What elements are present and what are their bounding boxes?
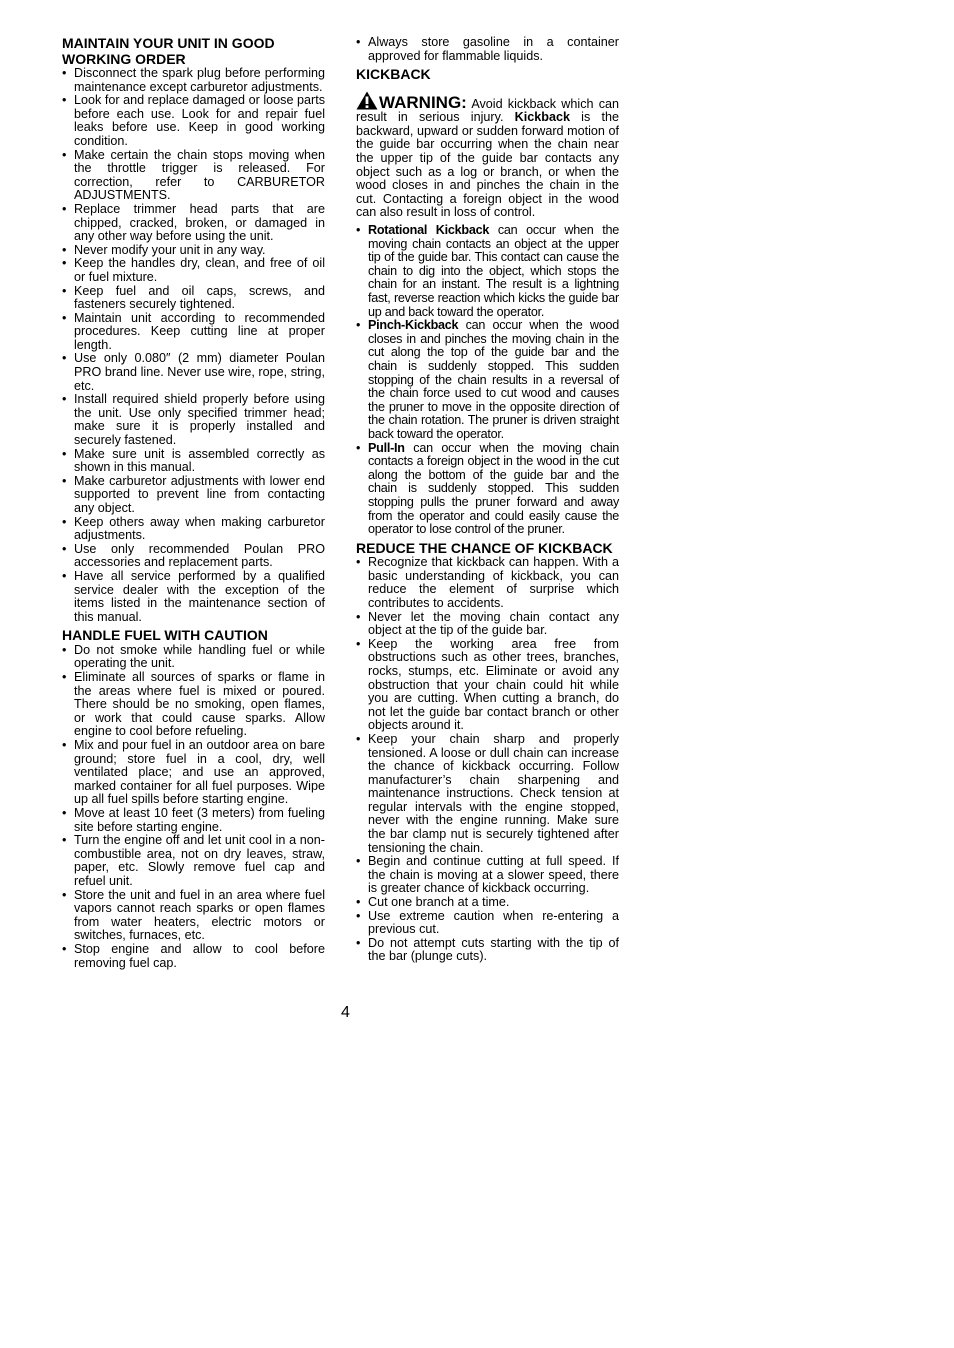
warning-label [356,91,467,112]
list-item: • Keep the working area free from obstructions such as other trees, branches, rocks, stumps, etc. Eliminate or avoid any obstruction that your chain could hit while you are cutting. When cutting a branch, do not let the guide bar contact branch or other objects around it. [356,638,619,733]
maintain-heading: MAINTAIN YOUR UNIT IN GOOD WORKING ORDER [62,35,275,67]
reduce-list [356,556,619,964]
page-number: 4 [341,1004,350,1021]
list-item: • Mix and pour fuel in an outdoor area on bare ground; store fuel in a cool, dry, well ventilated place; and use an approved, marked container for all fuel purposes. Wipe up all fuel spills before starting engine. [62,739,325,807]
list-item: • Make sure unit is assembled correctly as shown in this manual. [62,448,325,475]
list-item: • Keep your chain sharp and properly tensioned. A loose or dull chain can increase the chance of kickback occurring. Follow manufacturer’s chain sharpening and maintenance instructions. Check tension at regular intervals with the engine stopped, never with the engine running. Make sure the bar clamp nut is securely tightened after tensioning the chain. [356,733,619,855]
list-item: • Use extreme caution when re-entering a previous cut. [356,910,619,937]
list-item: • Stop engine and allow to cool before removing fuel cap. [62,943,325,970]
list-item: • Replace trimmer head parts that are chipped, cracked, broken, or damaged in any other way before using the unit. [62,203,325,244]
warning-paragraph: WARNING: Avoid kickback which can result in serious injury. Kickback is the backward, upward or sudden forward motion of the guide bar occurring when the chain near the upper tip of the guide bar contacts any object such as a log or branch, or when the wood closes in and pinches the chain in the cut. Contacting a foreign object in the wood can also result in loss of control. [356,92,619,220]
right-column [356,36,619,964]
list-item: • Rotational Kickback can occur when the moving chain contacts an object at the upper tip of the guide bar. This contact can cause the chain to dig into the object, which stops the chain for an instant. The result is a lightning fast, reverse reaction which kicks the guide bar up and back toward the operator. [356,224,619,319]
pull-in-term: Pull-In [368,440,405,455]
list-item: • Keep fuel and oil caps, screws, and fasteners securely tightened. [62,285,325,312]
gasoline-list [356,36,619,63]
list-item: • Use only recommended Poulan PRO accessories and replacement parts. [62,543,325,570]
list-item: • Recognize that kickback can happen. With a basic understanding of kickback, you can reduce the element of surprise which contributes to accidents. [356,556,619,610]
list-item: • Turn the engine off and let unit cool in a non-combustible area, not on dry leaves, straw, paper, etc. Slowly remove fuel cap and refuel unit. [62,834,325,888]
list-item: • Pinch-Kickback can occur when the wood closes in and pinches the moving chain in the cut along the top of the guide bar and the chain is suddenly stopped. This sudden stopping of the chain results in a reversal of the chain force used to cut wood and causes the pruner to move in the opposite direction of the chain rotation. The pruner is driven straight back toward the operator. [356,319,619,441]
list-item: • Do not smoke while handling fuel or while operating the unit. [62,644,325,671]
list-item: • Make carburetor adjustments with lower end supported to prevent line from contacting any object. [62,475,325,516]
kickback-term: Kickback [514,110,570,125]
fuel-heading: HANDLE FUEL WITH CAUTION [62,627,268,644]
list-item: • Store the unit and fuel in an area where fuel vapors cannot reach sparks or open flames from water heaters, electric motors or switches, furnaces, etc. [62,889,325,943]
list-item: • Always store gasoline in a container approved for flammable liquids. [356,36,619,63]
list-item: • Maintain unit according to recommended procedures. Keep cutting line at proper length. [62,312,325,353]
left-column [62,36,325,970]
list-item: • Cut one branch at a time. [356,896,619,910]
warning-triangle-icon [356,91,378,110]
list-item: • Never modify your unit in any way. [62,244,325,258]
list-item: • Install required shield properly before using the unit. Use only specified trimmer head; make sure it is properly installed and securely fastened. [62,393,325,447]
maintain-list [62,67,325,624]
warning-word: WARNING: [379,92,467,112]
list-item: • Do not attempt cuts starting with the tip of the bar (plunge cuts). [356,937,619,964]
list-item: • Begin and continue cutting at full speed. If the chain is moving at a slower speed, there is greater chance of kickback occurring. [356,855,619,896]
reduce-heading: REDUCE THE CHANCE OF KICKBACK [356,539,613,556]
list-item: • Make certain the chain stops moving when the throttle trigger is released. For correction, refer to CARBURETOR ADJUSTMENTS. [62,149,325,203]
list-item: • Eliminate all sources of sparks or flame in the areas where fuel is mixed or poured. There should be no smoking, open flames, or work that could cause sparks. Allow engine to cool before refueling. [62,671,325,739]
list-item: • Never let the moving chain contact any object at the tip of the guide bar. [356,611,619,638]
list-item: • Look for and replace damaged or loose parts before each use. Look for and repair fuel leaks before use. Keep in good working condition. [62,94,325,148]
pinch-kickback-term: Pinch-Kickback [368,318,459,333]
rotational-kickback-term: Rotational Kickback [368,223,490,238]
list-item: • Use only 0.080″ (2 mm) diameter Poulan PRO brand line. Never use wire, rope, string, etc. [62,352,325,393]
fuel-list [62,644,325,970]
list-item: • Have all service performed by a qualified service dealer with the exception of the items listed in the maintenance section of this manual. [62,570,325,624]
kickback-types-list [356,224,619,537]
list-item: • Move at least 10 feet (3 meters) from fueling site before starting engine. [62,807,325,834]
list-item: • Disconnect the spark plug before performing maintenance except carburetor adjustments. [62,67,325,94]
list-item: • Keep others away when making carburetor adjustments. [62,516,325,543]
list-item: • Pull-In can occur when the moving chain contacts a foreign object in the wood in the cut along the bottom of the guide bar and the chain is suddenly stopped. This sudden stopping pulls the pruner forward and away from the operator and could easily cause the operator to lose control of the pruner. [356,442,619,537]
kickback-heading: KICKBACK [356,66,431,83]
list-item: • Keep the handles dry, clean, and free of oil or fuel mixture. [62,257,325,284]
